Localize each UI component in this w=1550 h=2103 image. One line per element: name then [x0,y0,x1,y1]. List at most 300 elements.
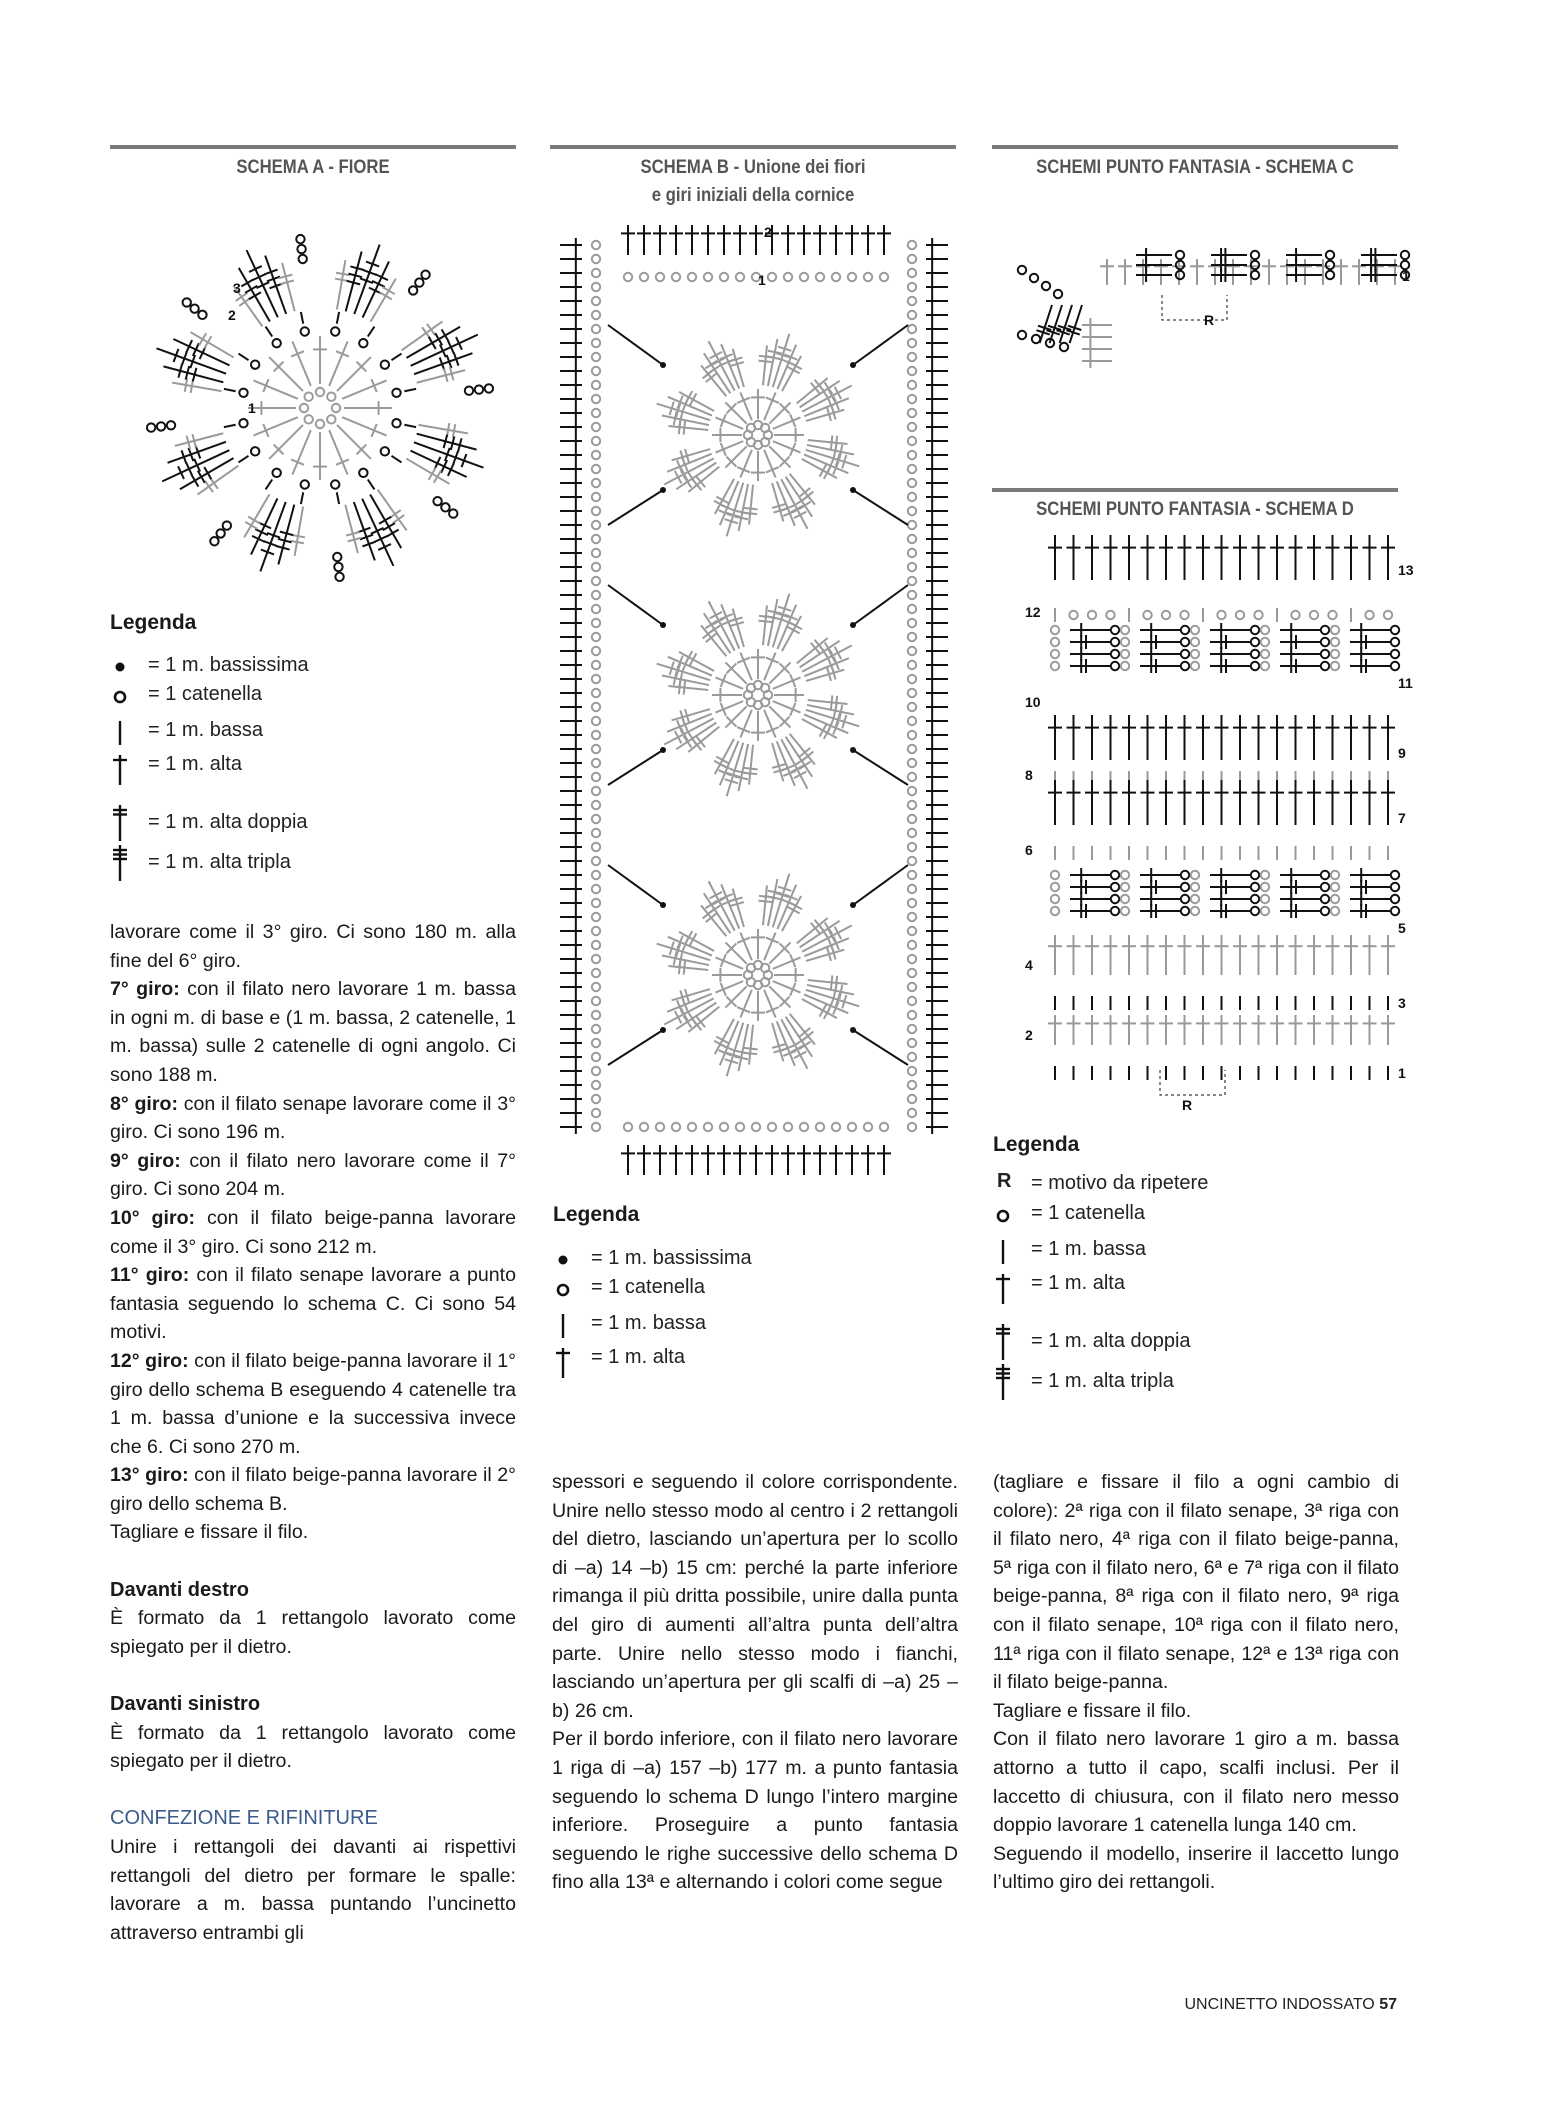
stitch-icon [560,826,582,840]
single-stitch-icon [301,312,303,324]
stitch-icon [1344,1015,1358,1045]
stitch-stem [342,417,386,435]
chain-stitch-icon [1217,611,1225,619]
stitch-icon [560,378,582,392]
stitch-bar [709,625,721,633]
stitch-icon [751,649,765,679]
stitch-icon [1140,904,1180,918]
stitch-bar [794,772,806,779]
column-rule [550,145,956,149]
stitch-icon [313,336,327,384]
single-stitch-icon [392,354,402,361]
chain-stitch-icon [704,273,712,281]
chain-stitch-icon [299,255,307,263]
chain-stitch-icon [1261,650,1269,658]
stitch-icon [560,1078,582,1092]
stitch-icon [1280,904,1320,918]
stitch-stem [763,605,767,645]
stitch-icon [845,1145,859,1175]
chain-stitch-icon [880,273,888,281]
chain-stitch-icon [908,591,916,599]
stitch-icon [1210,892,1250,906]
stitch-icon [1363,1015,1377,1045]
stitch-stem [769,662,790,683]
stitch-bar [710,892,722,899]
chain-stitch-icon [908,941,916,949]
legend-symbol [995,1236,1019,1266]
stitch-stem [806,670,844,681]
stitch-icon [1210,647,1250,661]
stitch-bar [744,768,758,769]
legend-item [112,841,512,871]
legend-text: = 1 m. alta [591,1346,685,1368]
legend-item [112,717,512,747]
stitch-stem [808,980,848,984]
legend-text: = 1 m. bassissima [148,654,309,676]
stitch-icon [1085,1015,1099,1045]
stitch-icon [769,662,790,683]
chain-stitch-icon [1191,626,1199,634]
stitch-icon [845,225,859,255]
stitch-icon [560,952,582,966]
chain-stitch-icon [624,1123,632,1131]
stitch-bar [758,901,772,902]
chain-stitch-icon [272,469,280,477]
stitch-stem [808,440,848,444]
single-stitch-icon [266,327,273,337]
stitch-icon [926,630,948,644]
stitch-bar [705,621,717,629]
stitch-stem [733,889,744,927]
stitch-stem [772,483,783,521]
chain-stitch-icon [908,311,916,319]
chain-stitch-icon [592,1011,600,1019]
stitch-icon [1252,715,1266,760]
chain-stitch-icon [908,857,916,865]
stitch-icon [1280,659,1320,673]
stitch-icon [926,1120,948,1134]
stitch-icon [560,980,582,994]
stitch-bar [199,333,206,345]
stitch-icon [926,742,948,756]
chain-stitch-icon [592,717,600,725]
schema-d-diagram [1010,540,1414,1120]
row-number: 1 [758,272,766,288]
stitch-stem [740,933,751,961]
stitch-icon [1196,935,1210,975]
stitch-bar [735,771,749,774]
stitch-stem [740,450,751,478]
chain-stitch-icon [1106,611,1114,619]
round-instruction [110,975,516,1089]
stitch-icon [1085,535,1099,580]
stitch-icon [1381,1015,1395,1045]
schema-b-title-line1: SCHEMA B - Unione dei fiori [640,157,866,178]
stitch-icon [560,1036,582,1050]
stitch-icon [560,420,582,434]
stitch-bar [834,444,837,458]
chain-stitch-icon [1321,883,1329,891]
chain-stitch-icon [1321,871,1329,879]
stitch-icon [560,238,582,252]
chain-stitch-icon [1391,907,1399,915]
stitch-icon [175,433,223,449]
stitch-icon [1307,1015,1321,1045]
stitch-icon [1326,1015,1340,1045]
row-number: 6 [1025,842,1033,858]
stitch-bar [245,286,257,293]
legend-symbol [112,652,136,682]
stitch-icon [1048,780,1062,825]
arrow-icon [853,1030,908,1065]
stitch-icon [797,225,811,255]
chain-stitch-icon [908,619,916,627]
stitch-icon [1280,892,1320,906]
stitch-icon [1066,305,1082,343]
stitch-icon [1289,1015,1303,1045]
round-label: 9° giro: [110,1149,181,1172]
stitch-icon [621,225,635,255]
confezione-heading: CONFEZIONE E RIFINITURE [110,1807,378,1830]
stitch-icon [560,308,582,322]
chain-stitch-icon [223,521,231,529]
stitch-stem [668,966,708,970]
stitch-bar [675,1011,682,1023]
stitch-stem [763,345,767,385]
chain-stitch-icon [908,787,916,795]
chain-stitch-icon [1391,871,1399,879]
stitch-icon [1350,880,1390,894]
stitch-icon [926,882,948,896]
dot [116,663,125,672]
arrow-head [850,1027,856,1033]
chain-stitch-icon [1331,871,1339,879]
stitch-icon [560,294,582,308]
chain-stitch-icon [908,885,916,893]
chain-stitch-icon [1251,662,1259,670]
repeat-bracket [1162,295,1227,320]
stitch-icon [637,1145,651,1175]
stitch-icon [560,728,582,742]
stitch-icon [560,490,582,504]
stitch-bar [831,435,832,449]
stitch-stem [769,706,790,727]
stitch-icon [1307,535,1321,580]
stitch-stem [342,380,386,398]
stitch-stem [773,417,801,428]
stitch-icon [926,294,948,308]
stitch-icon [926,868,948,882]
chain-stitch-icon [239,419,247,427]
chain-stitch-icon [908,1025,916,1033]
stitch-bar [744,1048,758,1049]
stitch-icon [926,1050,948,1064]
stitch-icon [560,896,582,910]
stitch-icon [1211,268,1247,282]
stitch-bar [688,1013,696,1025]
stitch-icon [926,280,948,294]
legend-symbol [555,1245,579,1275]
chain-stitch-icon [784,1123,792,1131]
single-stitch-icon [404,389,416,391]
chain-stitch-icon [381,447,389,455]
stitch-icon [1104,780,1118,825]
stitch-icon [1140,659,1180,673]
stitch-bar [799,1042,811,1050]
chain-stitch-icon [592,647,600,655]
stitch-bar [709,365,721,373]
stitch-icon [637,225,651,255]
schema-b-title [574,154,931,210]
stitch-icon [1363,715,1377,760]
stitch-icon [725,446,746,467]
arrow-head [660,622,666,628]
stitch-bar [245,522,257,529]
stitch-stem [337,425,371,459]
arrow-icon [853,585,908,625]
stitch-icon [926,616,948,630]
stitch-icon [926,378,948,392]
stitch-icon [417,367,465,383]
chain-stitch-icon [333,553,341,561]
stitch-bar [204,336,211,348]
chain-stitch-icon [1051,650,1059,658]
chain-stitch-icon [1162,611,1170,619]
stitch-stem [260,502,285,572]
stitch-icon [1326,935,1340,975]
chain-stitch-icon [908,339,916,347]
stitch-icon [1140,892,1180,906]
stitch-icon [1215,1015,1229,1045]
stitch-stem [1040,305,1052,343]
stitch-stem [740,393,751,421]
chain-stitch-icon [1181,871,1189,879]
stitch-bar [393,515,404,523]
chain-stitch-icon [1384,611,1392,619]
chain-stitch-icon [592,269,600,277]
chain-stitch-icon [592,675,600,683]
stitch-bar [679,412,682,426]
stitch-stem [769,986,790,1007]
chain-stitch-icon [1251,907,1259,915]
chain-stitch-icon [1088,611,1096,619]
chain-stitch-icon [592,563,600,571]
chain-stitch-icon [592,493,600,501]
chain-stitch-icon [592,241,600,249]
chain-stitch-icon [688,273,696,281]
chain-stitch-icon [1391,895,1399,903]
stitch-bar [710,612,722,619]
chain-stitch-icon [592,801,600,809]
legend-text: = 1 catenella [148,683,262,705]
chain-stitch-icon [1111,895,1119,903]
stitch-icon [877,1145,891,1175]
legend-symbol [112,681,136,711]
stitch-icon [1280,259,1294,285]
double-treble-crochet-icon [995,1360,1019,1406]
confezione-text: Unire i rettangoli dei davanti ai rispettivi rettangoli del dietro per formare le spalle: lavorare a m. bassa puntando l’uncinetto attraverso entrambi gli [110,1836,516,1944]
chain-stitch-icon [908,465,916,473]
single-stitch-icon [368,480,375,490]
stitch-icon [926,434,948,448]
stitch-icon [1307,935,1321,975]
stitch-bar [735,1051,749,1054]
stitch-bar [249,292,261,299]
stitch-icon [926,728,948,742]
paragraph: spessori e seguendo il colore corrispondente. Unire nello stesso modo al centro i 2 rettangoli del dietro, lasciando un’apertura per lo scollo di –a) 14 –b) 15 cm: perché la parte inferiore rimanga il più dritta possibile, unire dalla punta del giro di aumenti all’altra punta dell’altra parte. Unire nello stesso modo i fianchi, lasciando un’apertura per gli scalfi di –a) 25 –b) 26 cm. [552,1471,958,1722]
chain-stitch-icon [1254,611,1262,619]
stitch-icon [1352,259,1366,285]
stitch-icon [926,350,948,364]
chain-stitch-icon [1060,343,1068,351]
stitch-icon [1082,354,1112,368]
stitch-icon [1085,715,1099,760]
chain-stitch-icon [304,392,312,400]
chain-stitch-icon [592,857,600,865]
stitch-bar [453,424,455,438]
chain-stitch-icon [908,409,916,417]
stitch-bar [825,642,833,654]
arrow-icon [608,865,663,905]
chain-stitch-icon [592,479,600,487]
chain-stitch-icon [1051,638,1059,646]
chain-stitch-icon [592,983,600,991]
stitch-icon [926,406,948,420]
chain-stitch-icon [301,480,309,488]
chain-stitch-icon [908,1011,916,1019]
chain-stitch-icon [592,1081,600,1089]
stitch-icon [1280,623,1320,637]
stitch-icon [1067,715,1081,760]
stitch-icon [560,588,582,602]
stitch-icon [1141,535,1155,580]
chain-stitch-icon [441,503,449,511]
single-stitch-icon [239,354,249,361]
double-crochet-icon [112,751,136,797]
stitch-icon [560,994,582,1008]
chain-stitch-icon [736,1123,744,1131]
arrow-head [850,362,856,368]
chain-stitch-icon [832,1123,840,1131]
stitch-icon [1136,268,1172,282]
stitch-icon [861,225,875,255]
chain-stitch-icon [1261,895,1269,903]
chain-stitch-icon [1032,335,1040,343]
stitch-stem [175,433,223,446]
chain-stitch-icon [1181,626,1189,634]
schema-b-diagram [548,215,960,1185]
stitch-bar [383,523,395,530]
legend-item [555,1310,955,1340]
stitch-icon [560,434,582,448]
stitch-icon [712,968,742,982]
paragraph: Seguendo il modello, inserire il laccetto lungo l’ultimo giro dei rettangoli. [993,1842,1399,1894]
stitch-icon [1210,868,1250,882]
stitch-icon [1048,715,1062,760]
chain-stitch-icon [1365,611,1373,619]
chain-stitch-icon [908,689,916,697]
stitch-icon [926,770,948,784]
stitch-stem [773,677,801,688]
chain-stitch-icon [908,871,916,879]
arrow-icon [608,750,663,785]
stitch-icon [1070,659,1110,673]
schema-c-title: SCHEMI PUNTO FANTASIA - SCHEMA C [1036,157,1354,178]
stitch-icon [712,428,742,442]
stitch-icon [253,417,297,437]
chain-stitch-icon [908,325,916,333]
stitch-icon [1280,647,1320,661]
legend-text: = 1 m. alta tripla [148,851,291,873]
chain-stitch-icon [415,278,423,286]
row-number: 3 [233,280,241,296]
arrow-icon [853,325,908,365]
legend-symbol [112,717,136,747]
chain-stitch-icon [1391,650,1399,658]
stitch-stem [716,417,744,428]
stitch-icon [1196,780,1210,825]
stitch-icon [926,1008,948,1022]
arrow-head [850,487,856,493]
stitch-icon [769,706,790,727]
chain-stitch-icon [1261,626,1269,634]
stitch-icon [1280,868,1320,882]
row-number: 11 [1398,675,1413,691]
stitch-icon [926,420,948,434]
stitch-icon [560,882,582,896]
stitch-icon [1210,880,1250,894]
arrow-head [850,747,856,753]
stitch-icon [926,546,948,560]
chain-stitch-icon [1391,662,1399,670]
stitch-bar [204,467,211,479]
stitch-icon [560,602,582,616]
davanti-sinistro-text: È formato da 1 rettangolo lavorato come spiegato per il dietro. [110,1721,516,1773]
chain-stitch-icon [592,535,600,543]
stitch-icon [1361,248,1397,262]
chain-stitch-icon [1191,907,1199,915]
stitch-icon [269,357,303,391]
stitch-stem [725,706,746,727]
chain-stitch-icon [672,273,680,281]
round-label: 10° giro: [110,1206,196,1229]
stitch-icon [291,430,311,474]
stitch-stem [419,425,468,433]
chain-stitch-icon [1191,650,1199,658]
stitch-icon [260,502,285,572]
stitch-icon [829,225,843,255]
stitch-icon [717,1145,731,1175]
stitch-bar [768,891,782,894]
stitch-bar [834,984,837,998]
chain-stitch-icon [1051,883,1059,891]
chain-stitch-icon [908,437,916,445]
chain-stitch-icon [592,955,600,963]
stitch-icon [1262,259,1276,285]
chain-stitch-icon [1111,662,1119,670]
stitch-stem [764,393,775,421]
chain-stitch-icon [251,360,259,368]
stitch-bar [684,961,685,975]
stitch-icon [1196,715,1210,760]
chain-stitch-icon [908,353,916,361]
stitch-bar [758,361,772,362]
chain-stitch-icon [216,529,224,537]
stitch-icon [685,1145,699,1175]
chain-stitch-icon [592,969,600,977]
stitch-icon [774,428,804,442]
stitch-icon [1381,780,1395,825]
